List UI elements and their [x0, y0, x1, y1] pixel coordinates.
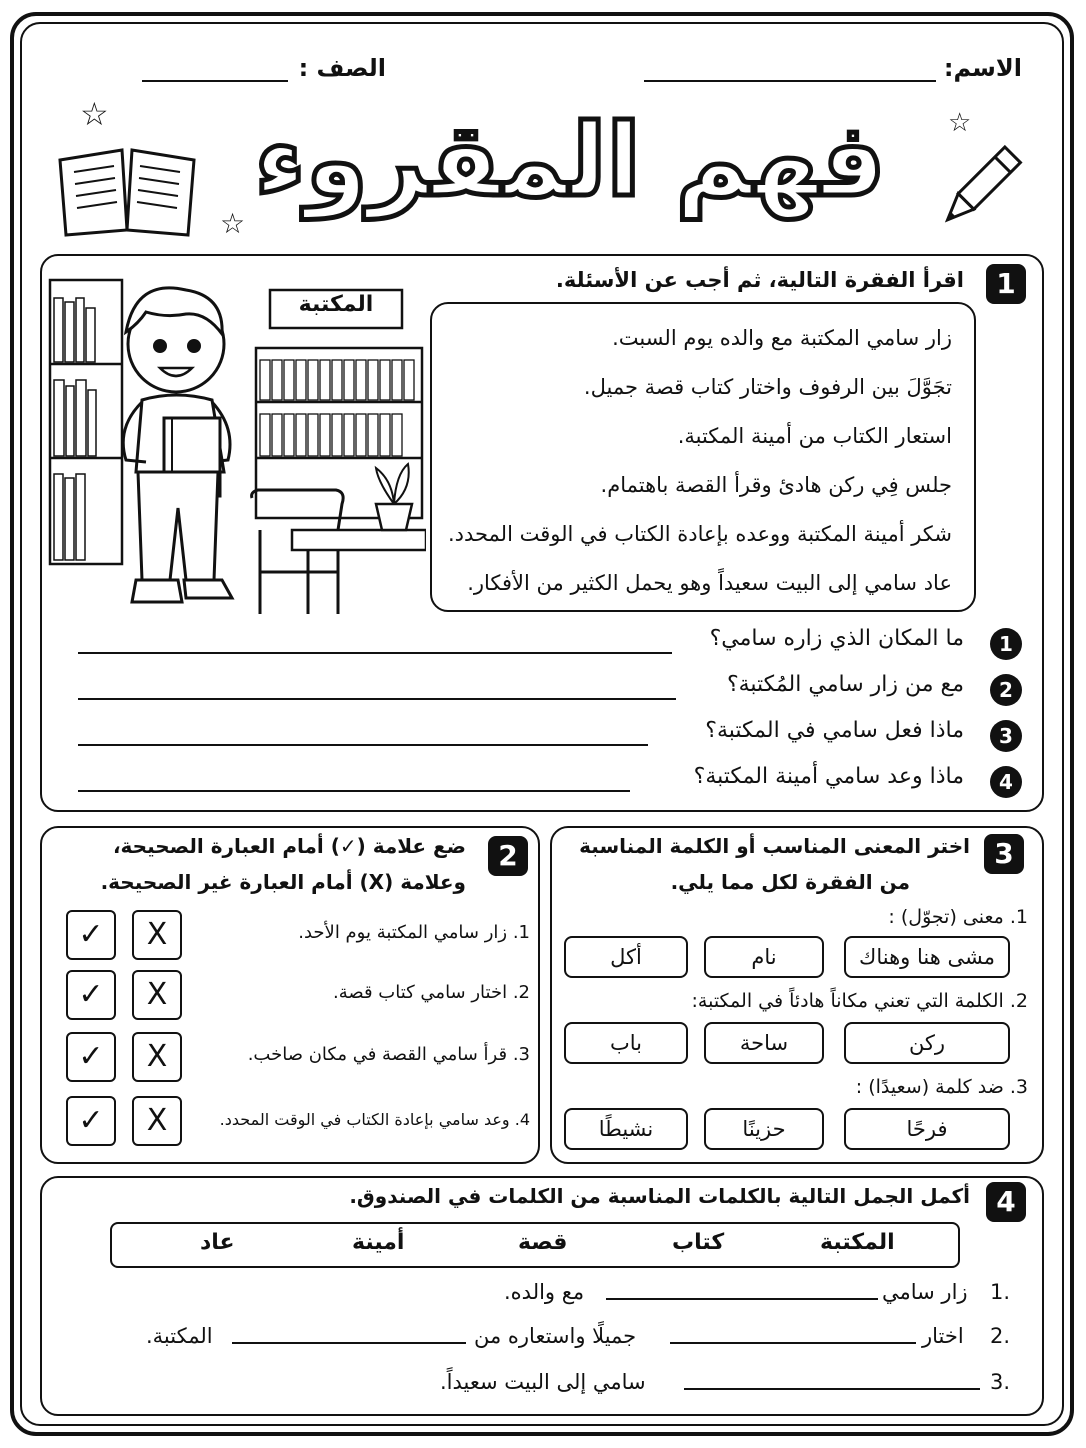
word-bank-item: قصة — [518, 1230, 568, 1255]
cross-mark-box[interactable]: X — [132, 970, 182, 1020]
choice-option[interactable]: ساحة — [704, 1022, 824, 1064]
blank-line[interactable] — [232, 1342, 466, 1344]
choice-option[interactable]: ركن — [844, 1022, 1010, 1064]
blank-line[interactable] — [684, 1388, 980, 1390]
question-row — [78, 716, 1022, 756]
check-mark-box[interactable]: ✓ — [66, 910, 116, 960]
statement-text: 4. وعد سامي بإعادة الكتاب في الوقت المحدد. — [219, 1110, 530, 1129]
cross-mark-box[interactable]: X — [132, 1032, 182, 1082]
blank-line[interactable] — [606, 1298, 878, 1300]
choice-option[interactable]: فرحًا — [844, 1108, 1010, 1150]
sentence-part: المكتبة. — [146, 1324, 213, 1348]
check-mark-box[interactable]: ✓ — [66, 970, 116, 1020]
question-number: 1 — [990, 628, 1022, 660]
choice-question-label: 1. معنى (تجوّل) : — [888, 906, 1028, 928]
star-icon: ☆ — [220, 207, 246, 240]
true-false-row — [64, 910, 530, 962]
name-field[interactable] — [644, 80, 936, 82]
passage-line: جلس فِي ركن هادئ وقرأ القصة باهتمام. — [600, 473, 952, 497]
choice-option[interactable]: باب — [564, 1022, 688, 1064]
check-mark-box[interactable]: ✓ — [66, 1032, 116, 1082]
word-bank-item: أمينة — [352, 1230, 405, 1255]
word-bank-item: عاد — [200, 1230, 235, 1255]
passage-line: عاد سامي إلى البيت سعيداً وهو يحمل الكثير من الأفكار. — [467, 571, 952, 595]
question-text: ماذا فعل سامي في المكتبة؟ — [705, 718, 964, 743]
section-number-1: 1 — [986, 264, 1026, 304]
section-number-2: 2 — [488, 836, 528, 876]
question-text: ما المكان الذي زاره سامي؟ — [709, 626, 964, 651]
true-false-row — [64, 1096, 530, 1148]
section3-heading-line2: من الفقرة لكل مما يلي. — [670, 870, 910, 894]
question-number: 2 — [990, 674, 1022, 706]
choice-question-label: 2. الكلمة التي تعني مكاناً هادئاً في المكتبة: — [691, 990, 1028, 1012]
star-icon: ☆ — [948, 108, 972, 138]
answer-line[interactable] — [78, 652, 672, 654]
choice-option[interactable]: حزينًا — [704, 1108, 824, 1150]
sentence-number: 2. — [990, 1324, 1011, 1348]
cross-mark-box[interactable]: X — [132, 910, 182, 960]
choice-option[interactable]: مشى هنا وهناك — [844, 936, 1010, 978]
choice-option[interactable]: نشيطًا — [564, 1108, 688, 1150]
section2-heading-line2: وعلامة (X) أمام العبارة غير الصحيحة. — [100, 870, 466, 894]
choice-option[interactable]: أكل — [564, 936, 688, 978]
sentence-part: سامي إلى البيت سعيداً. — [440, 1370, 646, 1394]
passage-line: استعار الكتاب من أمينة المكتبة. — [677, 424, 952, 448]
name-label: الاسم: — [943, 54, 1022, 82]
section4-heading: أكمل الجمل التالية بالكلمات المناسبة من الكلمات في الصندوق. — [349, 1184, 970, 1208]
answer-line[interactable] — [78, 744, 648, 746]
blank-line[interactable] — [670, 1342, 916, 1344]
page-title: فهم المقروء — [254, 102, 886, 219]
true-false-row — [64, 1032, 530, 1084]
answer-line[interactable] — [78, 790, 630, 792]
question-row — [78, 624, 1022, 664]
answer-line[interactable] — [78, 698, 676, 700]
choice-option[interactable]: نام — [704, 936, 824, 978]
choice-question-label: 3. ضد كلمة (سعيدًا) : — [855, 1076, 1028, 1098]
sentence-part: اختار — [922, 1324, 964, 1348]
question-row — [78, 670, 1022, 710]
cross-mark-box[interactable]: X — [132, 1096, 182, 1146]
sentence-part: جميلًا واستعاره من — [474, 1324, 637, 1348]
word-bank-item: كتاب — [672, 1230, 725, 1255]
sentence-part: مع والده. — [504, 1280, 585, 1304]
passage-line: زار سامي المكتبة مع والده يوم السبت. — [612, 326, 952, 350]
statement-text: 3. قرأ سامي القصة في مكان صاخب. — [247, 1044, 530, 1065]
reading-passage — [430, 302, 976, 612]
section-number-4: 4 — [986, 1182, 1026, 1222]
grade-field[interactable] — [142, 80, 288, 82]
section2-heading-line1: ضع علامة (✓) أمام العبارة الصحيحة، — [112, 834, 466, 858]
question-number: 3 — [990, 720, 1022, 752]
pencil-icon — [930, 140, 1026, 236]
section3-heading-line1: اختر المعنى المناسب أو الكلمة المناسبة — [579, 834, 970, 858]
section1-heading: اقرأ الفقرة التالية، ثم أجب عن الأسئلة. — [555, 268, 964, 292]
passage-line: شكر أمينة المكتبة ووعده بإعادة الكتاب في الوقت المحدد. — [447, 522, 952, 546]
true-false-row — [64, 970, 530, 1022]
boy-in-library-illustration — [46, 268, 426, 618]
grade-label: الصف : — [298, 54, 386, 82]
question-number: 4 — [990, 766, 1022, 798]
check-mark-box[interactable]: ✓ — [66, 1096, 116, 1146]
word-bank — [110, 1222, 960, 1268]
statement-text: 2. اختار سامي كتاب قصة. — [332, 982, 530, 1003]
section-number-3: 3 — [984, 834, 1024, 874]
library-sign: المكتبة — [298, 292, 374, 317]
star-icon: ☆ — [80, 95, 109, 133]
sentence-part: زار سامي — [882, 1280, 968, 1304]
sentence-number: 3. — [990, 1370, 1011, 1394]
statement-text: 1. زار سامي المكتبة يوم الأحد. — [298, 922, 530, 943]
question-text: مع من زار سامي المُكتبة؟ — [726, 672, 964, 697]
question-row — [78, 762, 1022, 802]
open-book-icon — [52, 140, 202, 240]
sentence-number: 1. — [990, 1280, 1011, 1304]
word-bank-item: المكتبة — [820, 1230, 895, 1255]
passage-line: تجَوَّلَ بين الرفوف واختار كتاب قصة جميل. — [583, 375, 952, 399]
question-text: ماذا وعد سامي أمينة المكتبة؟ — [693, 764, 964, 789]
